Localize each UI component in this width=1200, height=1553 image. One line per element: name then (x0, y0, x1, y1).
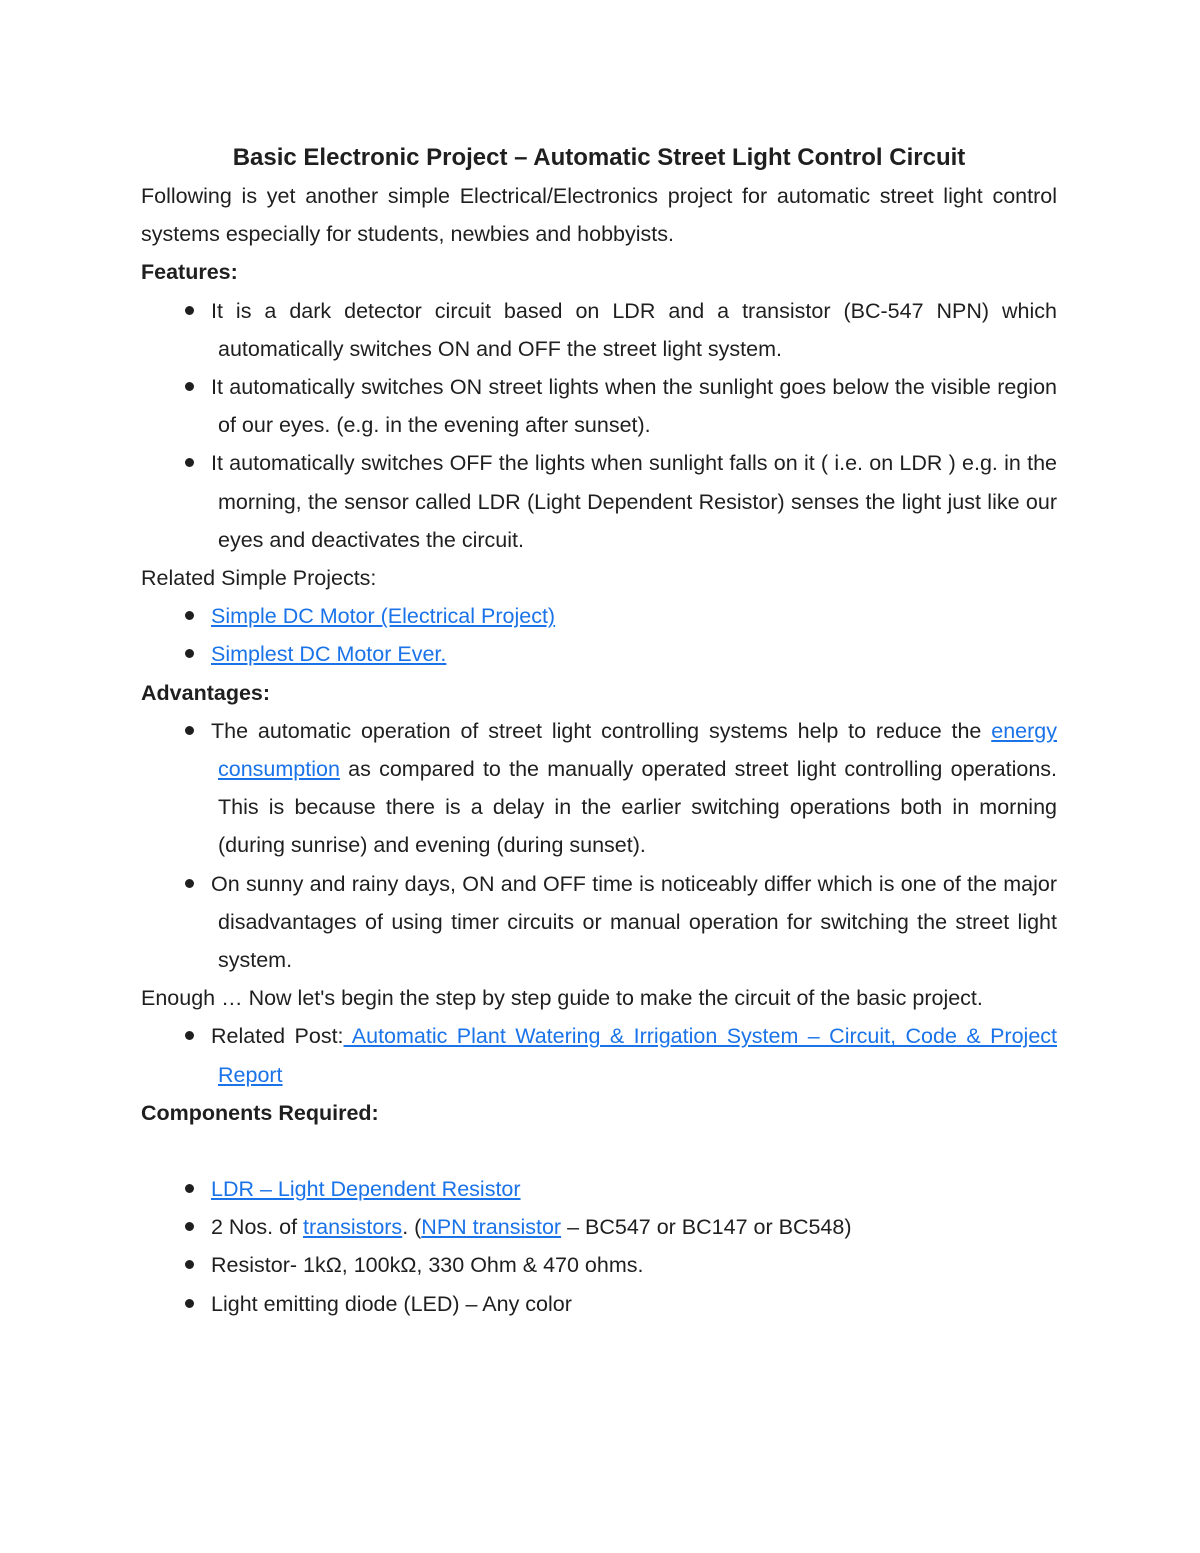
ldr-link[interactable]: LDR – Light Dependent Resistor (211, 1177, 521, 1202)
advantages-heading: Advantages: (141, 680, 271, 705)
advantages-item-1-text-after: as compared to the manually operated street light controlling operations. This is because there is a delay in the earlier switching operations both in morning (during sunrise) and evening (during sunset). (218, 757, 1057, 858)
related-project-item-2 (141, 635, 1057, 673)
component-item-transistors (141, 1208, 1057, 1246)
transistors-link[interactable]: transistors (303, 1215, 403, 1240)
intro-paragraph: Following is yet another simple Electrical/Electronics project for automatic street light control systems especially for students, newbies and hobbyists. (141, 184, 1057, 247)
advantages-item-1 (141, 712, 1057, 865)
related-projects-list (141, 597, 1057, 673)
advantages-item-2: On sunny and rainy days, ON and OFF time is noticeably differ which is one of the major disadvantages of using timer circuits or manual operation for switching the street light system. (141, 865, 1057, 980)
features-item-3: It automatically switches OFF the lights when sunlight falls on it ( i.e. on LDR ) e.g. in the morning, the sensor called LDR (Light Dependent Resistor) senses the light just like our eyes and deactivates the circuit. (141, 444, 1057, 559)
related-post-list (141, 1017, 1057, 1093)
related-projects-heading: Related Simple Projects: (141, 566, 377, 591)
transistors-mid: . ( (402, 1215, 422, 1240)
component-item-led: Light emitting diode (LED) – Any color (141, 1285, 1057, 1323)
related-project-item-1 (141, 597, 1057, 635)
enough-paragraph: Enough … Now let's begin the step by step guide to make the circuit of the basic project. (141, 986, 983, 1011)
energy-consumption-link[interactable]: energy consumption (218, 718, 1057, 782)
features-item-2: It automatically switches ON street lights when the sunlight goes below the visible region of our eyes. (e.g. in the evening after sunset). (141, 368, 1057, 444)
document-title: Basic Electronic Project – Automatic Street Light Control Circuit (232, 144, 966, 171)
blank-line (141, 1132, 1057, 1170)
components-list (141, 1170, 1057, 1323)
simple-dc-motor-link[interactable]: Simple DC Motor (Electrical Project) (211, 604, 556, 629)
related-post-item (141, 1017, 1057, 1093)
features-item-1: It is a dark detector circuit based on LDR and a transistor (BC-547 NPN) which automatically switches ON and OFF the street light system. (141, 292, 1057, 368)
components-heading: Components Required: (141, 1100, 379, 1125)
advantages-item-1-text-before: The automatic operation of street light controlling systems help to reduce the (211, 718, 992, 743)
simplest-dc-motor-link[interactable]: Simplest DC Motor Ever. (211, 642, 447, 667)
advantages-list (141, 712, 1057, 979)
npn-transistor-link[interactable]: NPN transistor (421, 1215, 562, 1240)
features-list (141, 292, 1057, 559)
component-item-ldr (141, 1170, 1057, 1208)
transistors-suffix: – BC547 or BC147 or BC548) (561, 1215, 852, 1240)
related-post-label: Related Post: (211, 1024, 344, 1049)
features-heading: Features: (141, 260, 238, 285)
document-content (141, 139, 1057, 1323)
component-item-resistor: Resistor- 1kΩ, 100kΩ, 330 Ohm & 470 ohms. (141, 1246, 1057, 1284)
plant-watering-link[interactable]: Automatic Plant Watering & Irrigation System – Circuit, Code & Project Report (218, 1024, 1058, 1087)
transistors-prefix: 2 Nos. of (211, 1215, 304, 1240)
